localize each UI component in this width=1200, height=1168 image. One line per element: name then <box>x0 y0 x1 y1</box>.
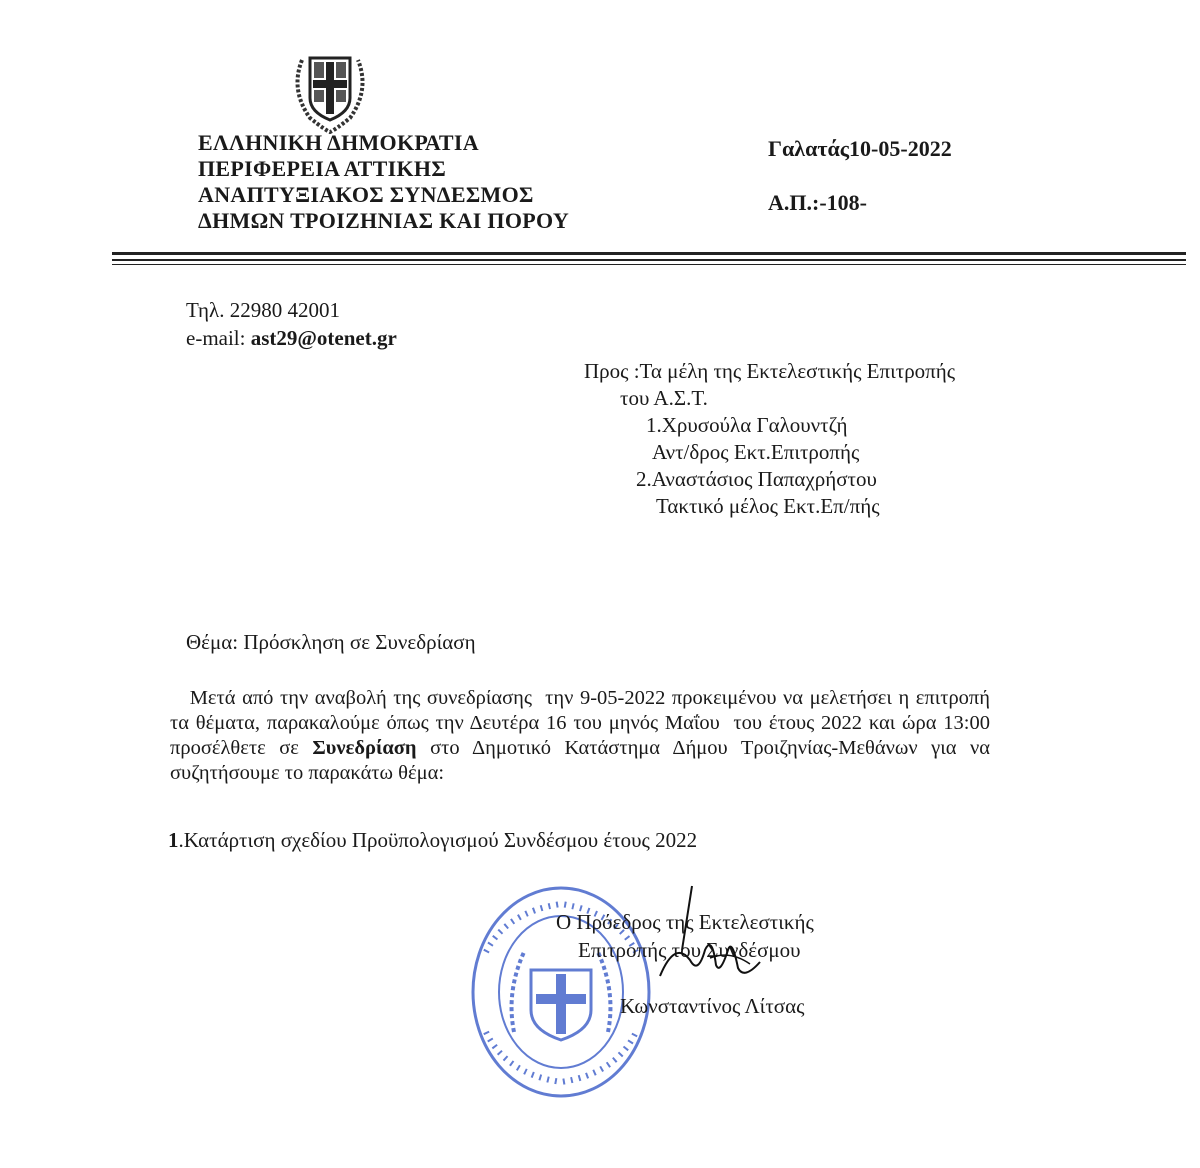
handwritten-signature-icon <box>620 880 770 990</box>
recipients-block <box>584 358 955 520</box>
header-divider <box>112 264 1186 265</box>
body-bold-word: Συνεδρίαση <box>312 737 417 759</box>
coat-of-arms-icon <box>280 40 380 140</box>
contact-info <box>186 296 397 352</box>
subject-line: Θέμα: Πρόσκληση σε Συνεδρίαση <box>186 630 476 654</box>
signatory-title: Ο Πρόεδρος της Εκτελεστικής <box>556 910 814 934</box>
body-text-part: στο Δημοτικό Κατάστημα Δήμου Τροιζηνίας-Μεθάνων για να συζητήσουμε το παρακάτω θέμα: <box>170 737 990 784</box>
recipient-line: Τακτικό μέλος Εκτ.Επ/πής <box>656 494 880 518</box>
signatory-title: Επιτροπής του Συνδέσμου <box>578 938 801 962</box>
header-line: ΑΝΑΠΤΥΞΙΑΚΟΣ ΣΥΝΔΕΣΜΟΣ <box>198 182 534 207</box>
header-line: ΔΗΜΩΝ ΤΡΟΙΖΗΝΙΑΣ ΚΑΙ ΠΟΡΟΥ <box>198 208 570 233</box>
recipient-line: 1.Χρυσούλα Γαλουντζή <box>646 413 848 437</box>
header-divider <box>112 252 1186 255</box>
agenda-item <box>168 828 697 853</box>
header-divider <box>112 259 1186 261</box>
email-address: ast29@otenet.gr <box>250 326 397 350</box>
header-line: ΠΕΡΙΦΕΡΕΙΑ ΑΤΤΙΚΗΣ <box>198 156 447 181</box>
protocol-number: Α.Π.:-108- <box>768 190 867 215</box>
email-label: e-mail: <box>186 326 251 350</box>
phone-number: Τηλ. 22980 42001 <box>186 298 340 322</box>
recipient-line: Αντ/δρος Εκτ.Επιτροπής <box>652 440 860 464</box>
place-date: Γαλατάς10-05-2022 <box>768 136 952 161</box>
issuer-header <box>198 130 569 234</box>
recipient-line: 2.Αναστάσιος Παπαχρήστου <box>636 467 877 491</box>
header-line: ΕΛΛΗΝΙΚΗ ΔΗΜΟΚΡΑΤΙΑ <box>198 130 479 155</box>
recipient-line: του Α.Σ.Τ. <box>620 386 708 410</box>
signatory-name: Κωνσταντίνος Λίτσας <box>620 994 805 1018</box>
body-text-part: Μετά από την αναβολή της συνεδρίασης την 9-05-2022 προκειμένου να μελετήσει η επιτροπή τα θέματα, παρακαλούμε όπως την Δευτέρα 16 του μηνός Μαΐου του έτους 2022 και ώρα 13:00 προσέλθετε σε <box>170 687 1001 759</box>
invitation-body <box>170 686 1001 786</box>
recipient-line: Προς :Τα μέλη της Εκτελεστικής Επιτροπής <box>584 359 956 383</box>
agenda-number: 1 <box>168 828 179 852</box>
agenda-text: .Κατάρτιση σχεδίου Προϋπολογισμού Συνδέσμου έτους 2022 <box>178 828 698 852</box>
email-line <box>186 324 397 352</box>
